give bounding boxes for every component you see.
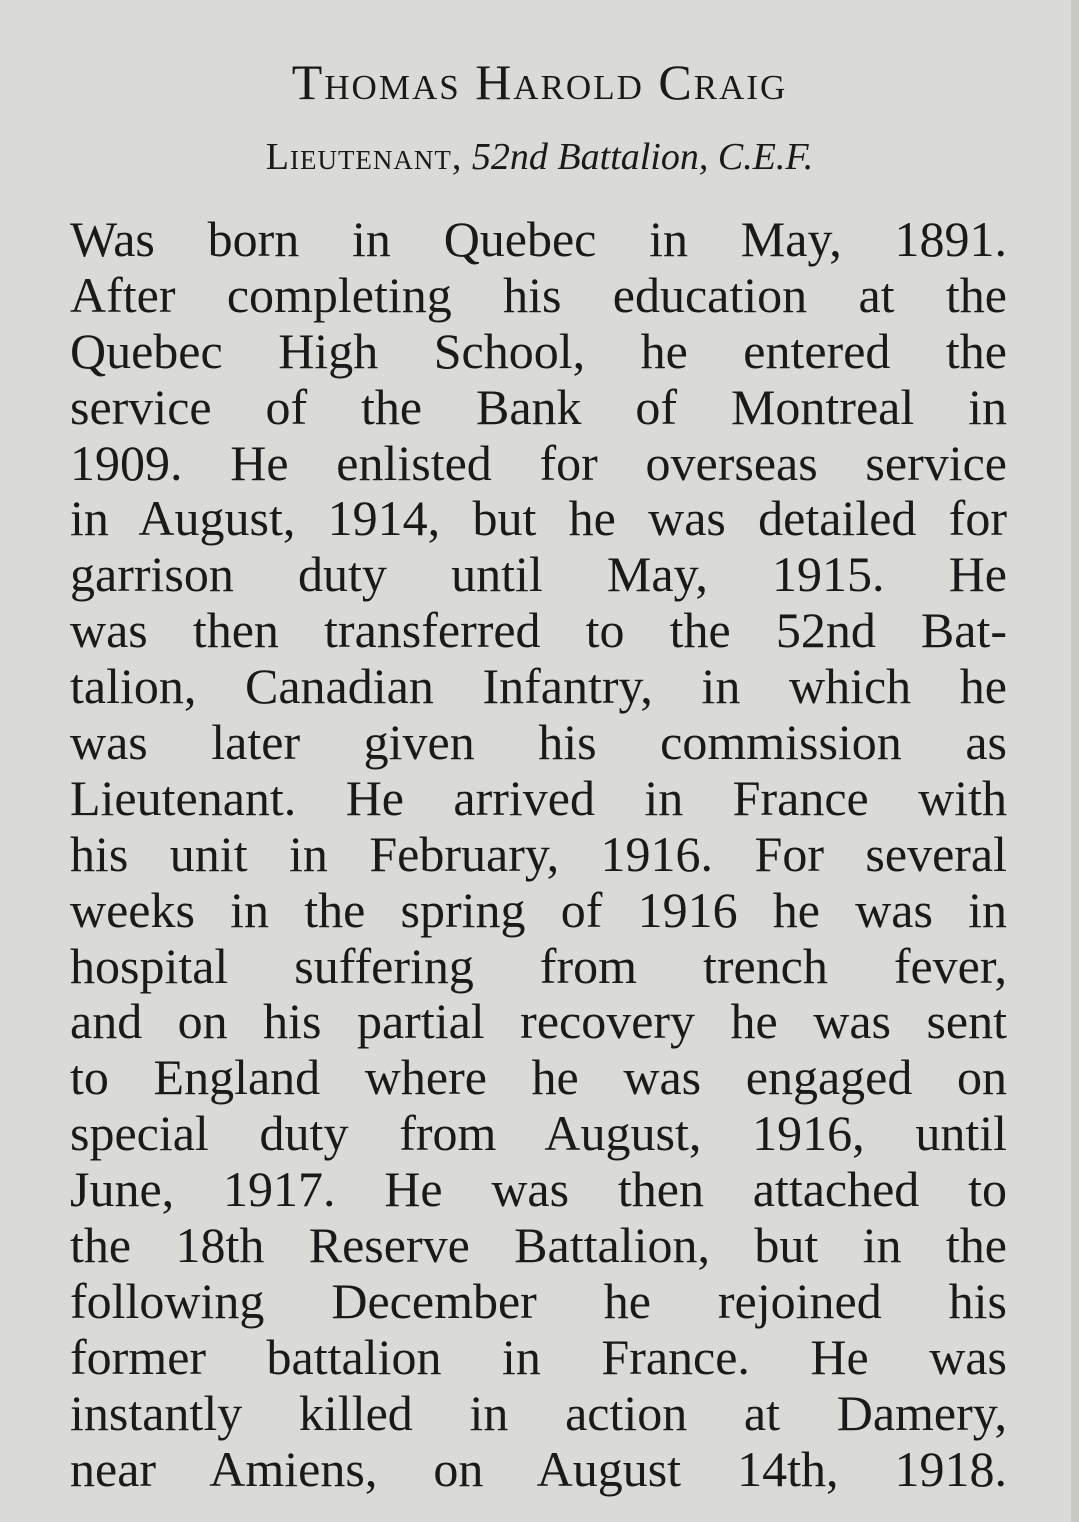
text-line: the 18th Reserve Battalion, but in the	[70, 1218, 1007, 1274]
page-edge	[1071, 0, 1079, 1522]
text-line: Quebec High School, he entered the	[70, 323, 1007, 379]
text-line: Lieutenant. He arrived in France with	[70, 770, 1007, 826]
rank-and-unit	[0, 132, 1079, 182]
text-line: to England where he was engaged on	[70, 1050, 1007, 1106]
text-line: service of the Bank of Montreal in	[70, 379, 1007, 435]
text-line: his unit in February, 1916. For several	[70, 826, 1007, 882]
text-line: in August, 1914, but he was detailed for	[70, 491, 1007, 547]
text-line: following December he rejoined his	[70, 1273, 1007, 1329]
text-line: special duty from August, 1916, until	[70, 1106, 1007, 1162]
text-line: former battalion in France. He was	[70, 1329, 1007, 1385]
text-line: weeks in the spring of 1916 he was in	[70, 882, 1007, 938]
text-line: was then transferred to the 52nd Bat-	[70, 603, 1007, 659]
text-line: talion, Canadian Infantry, in which he	[70, 659, 1007, 715]
rank-label: Lieutenant,	[265, 136, 463, 178]
text-line: was later given his commission as	[70, 715, 1007, 771]
text-line: After completing his education at the	[70, 267, 1007, 323]
text-line: hospital suffering from trench fever,	[70, 938, 1007, 994]
text-line: 1909. He enlisted for overseas service	[70, 435, 1007, 491]
biography-text	[70, 212, 1007, 1497]
text-line: June, 1917. He was then attached to	[70, 1162, 1007, 1218]
text-line: near Amiens, on August 14th, 1918.	[70, 1441, 1007, 1497]
page-title: Thomas Harold Craig	[291, 54, 788, 110]
text-line: Was born in Quebec in May, 1891.	[70, 212, 1007, 267]
unit-label: 52nd Battalion, C.E.F.	[471, 136, 814, 178]
text-line: instantly killed in action at Damery,	[70, 1385, 1007, 1441]
text-line: garrison duty until May, 1915. He	[70, 547, 1007, 603]
text-line: and on his partial recovery he was sent	[70, 994, 1007, 1050]
